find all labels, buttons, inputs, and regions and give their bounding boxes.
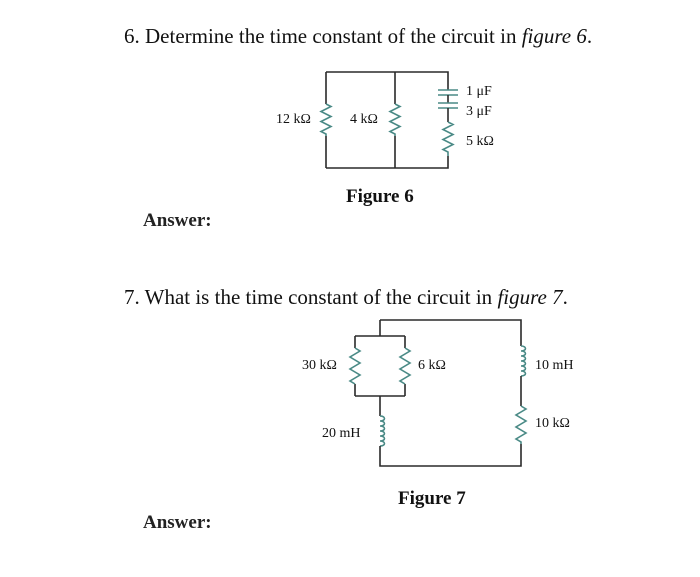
question-6-period: . — [586, 24, 593, 48]
fig6-label-5k: 5 kΩ — [466, 134, 494, 149]
fig7-top-wire — [380, 320, 521, 346]
fig6-label-4k: 4 kΩ — [350, 112, 378, 127]
fig7-label-6k: 6 kΩ — [418, 358, 446, 373]
fig7-label-20mH: 20 mH — [322, 426, 361, 441]
question-7-figure-ref: figure 7 — [497, 285, 563, 309]
answer-7-label: Answer: — [143, 512, 212, 533]
fig7-inductor-10mH — [521, 346, 526, 376]
fig6-label-12k: 12 kΩ — [276, 112, 311, 127]
fig7-label-10mH: 10 mH — [535, 358, 574, 373]
answer-6-label: Answer: — [143, 210, 212, 231]
figure-6-title: Figure 6 — [346, 186, 414, 207]
fig7-inductor-20mH — [380, 416, 385, 446]
question-6-figure-ref: figure 6 — [521, 24, 587, 48]
fig7-resistor-6k — [400, 348, 410, 384]
figure-7-title: Figure 7 — [398, 488, 466, 509]
fig7-resistor-30k — [350, 348, 360, 384]
question-7-text: 7. What is the time constant of the circuit in — [124, 285, 498, 309]
fig7-label-10k: 10 kΩ — [535, 416, 570, 431]
question-6-text: 6. Determine the time constant of the circuit in — [124, 24, 522, 48]
question-7-period: . — [562, 285, 568, 309]
fig7-resistor-10k — [516, 406, 526, 444]
fig6-label-1uF: 1 μF — [466, 84, 492, 99]
fig6-label-3uF: 3 μF — [466, 104, 492, 119]
fig7-label-30k: 30 kΩ — [302, 358, 337, 373]
